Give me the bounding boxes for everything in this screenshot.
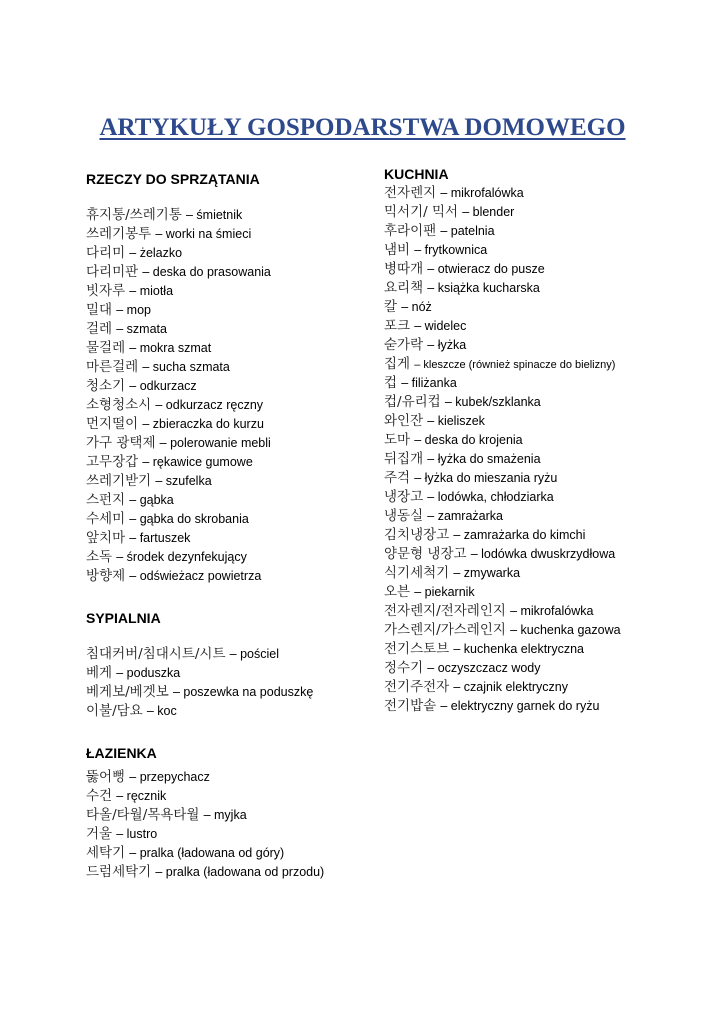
korean-term: 스펀지 [86, 492, 126, 508]
polish-translation: – lodówka dwuskrzydłowa [470, 547, 616, 561]
polish-translation: – mokra szmat [129, 341, 212, 355]
polish-translation: – łyżka do smażenia [427, 452, 541, 466]
korean-term: 병따개 [384, 261, 424, 277]
korean-term: 컵/유리컵 [384, 394, 441, 410]
polish-translation: – czajnik elektryczny [453, 680, 568, 694]
korean-term: 숟가락 [384, 337, 424, 353]
polish-translation: – elektryczny garnek do ryżu [440, 699, 600, 713]
polish-translation: – deska do prasowania [142, 265, 271, 279]
vocab-entry [384, 507, 714, 526]
vocab-entry [86, 548, 396, 567]
vocab-entry [86, 645, 396, 664]
korean-term: 후라이팬 [384, 223, 437, 239]
polish-translation: – kleszcze (również spinacze do bielizny) [414, 359, 616, 371]
korean-term: 거울 [86, 826, 113, 842]
korean-term: 베게보/베겟보 [86, 684, 169, 700]
korean-term: 컵 [384, 375, 398, 391]
vocab-entry [384, 393, 714, 412]
korean-term: 휴지통/쓰레기통 [86, 207, 182, 223]
vocab-entry [86, 434, 396, 453]
cleaning-list [86, 206, 396, 586]
korean-term: 전자렌지/전자레인지 [384, 603, 506, 619]
korean-term: 청소기 [86, 378, 126, 394]
vocab-entry [86, 263, 396, 282]
kitchen-list [384, 184, 714, 716]
korean-term: 믹서기/ 믹서 [384, 204, 459, 220]
vocab-entry [384, 336, 714, 355]
vocab-entry [86, 702, 396, 721]
polish-translation: – rękawice gumowe [142, 455, 253, 469]
korean-term: 식기세척기 [384, 565, 450, 581]
vocab-entry [86, 768, 396, 787]
korean-term: 양문형 냉장고 [384, 546, 467, 562]
vocab-entry [86, 396, 396, 415]
korean-term: 다리미판 [86, 264, 139, 280]
korean-term: 전기밥솥 [384, 698, 437, 714]
vocab-entry [86, 339, 396, 358]
korean-term: 물걸레 [86, 340, 126, 356]
korean-term: 냉장고 [384, 489, 424, 505]
polish-translation: – filiżanka [401, 376, 457, 390]
vocab-entry [86, 806, 396, 825]
vocab-entry [384, 583, 714, 602]
korean-term: 김치냉장고 [384, 527, 450, 543]
vocab-entry [86, 244, 396, 263]
polish-translation: – kuchenka gazowa [510, 623, 621, 637]
section-heading-cleaning: RZECZY DO SPRZĄTANIA [86, 171, 260, 187]
polish-translation: – odświeżacz powietrza [129, 569, 262, 583]
korean-term: 소독 [86, 549, 113, 565]
polish-translation: – kubek/szklanka [444, 395, 541, 409]
polish-translation: – lodówka, chłodziarka [427, 490, 554, 504]
vocab-entry [86, 664, 396, 683]
polish-translation: – patelnia [440, 224, 495, 238]
polish-translation: – deska do krojenia [414, 433, 523, 447]
vocab-entry [86, 453, 396, 472]
polish-translation: – poduszka [116, 666, 181, 680]
polish-translation: – koc [146, 704, 177, 718]
vocab-entry [384, 431, 714, 450]
korean-term: 먼지떨이 [86, 416, 139, 432]
vocab-entry [86, 510, 396, 529]
vocab-entry [86, 863, 396, 882]
vocab-entry [384, 678, 714, 697]
korean-term: 냉동실 [384, 508, 424, 524]
vocab-entry [384, 374, 714, 393]
polish-translation: – łyżka [427, 338, 467, 352]
vocab-entry [86, 787, 396, 806]
polish-translation: – widelec [414, 319, 467, 333]
polish-translation: – blender [462, 205, 515, 219]
korean-term: 뚫어뻥 [86, 769, 126, 785]
korean-term: 오븐 [384, 584, 411, 600]
polish-translation: – zbieraczka do kurzu [142, 417, 264, 431]
korean-term: 마른걸레 [86, 359, 139, 375]
polish-translation: – pralka (ładowana od góry) [129, 846, 285, 860]
polish-translation: – śmietnik [185, 208, 243, 222]
korean-term: 수세미 [86, 511, 126, 527]
vocab-entry [86, 415, 396, 434]
vocab-entry [86, 282, 396, 301]
polish-translation: – środek dezynfekujący [116, 550, 247, 564]
section-heading-bedroom: SYPIALNIA [86, 610, 161, 626]
polish-translation: – piekarnik [414, 585, 475, 599]
korean-term: 전기주전자 [384, 679, 450, 695]
polish-translation: – mikrofalówka [440, 186, 524, 200]
polish-translation: – frytkownica [414, 243, 488, 257]
vocab-entry [384, 298, 714, 317]
vocab-entry [86, 472, 396, 491]
vocab-entry [384, 697, 714, 716]
vocab-entry [86, 206, 396, 225]
polish-translation: – lustro [116, 827, 158, 841]
polish-translation: – myjka [203, 808, 247, 822]
vocab-entry [384, 545, 714, 564]
korean-term: 와인잔 [384, 413, 424, 429]
section-heading-bathroom: ŁAZIENKA [86, 745, 157, 761]
vocab-entry [86, 567, 396, 586]
polish-translation: – odkurzacz ręczny [155, 398, 264, 412]
left-column [86, 170, 396, 882]
polish-translation: – odkurzacz [129, 379, 197, 393]
polish-translation: – zamrażarka do kimchi [453, 528, 586, 542]
bathroom-list [86, 768, 396, 882]
polish-translation: – szufelka [155, 474, 212, 488]
polish-translation: – miotła [129, 284, 174, 298]
vocab-entry [384, 564, 714, 583]
vocab-entry [384, 602, 714, 621]
korean-term: 포크 [384, 318, 411, 334]
vocab-entry [384, 279, 714, 298]
polish-translation: – ręcznik [116, 789, 167, 803]
polish-translation: – poszewka na poduszkę [172, 685, 314, 699]
korean-term: 베게 [86, 665, 113, 681]
korean-term: 침대커버/침대시트/시트 [86, 646, 226, 662]
vocab-entry [384, 203, 714, 222]
polish-translation: – łyżka do mieszania ryżu [414, 471, 558, 485]
korean-term: 소형청소시 [86, 397, 152, 413]
vocab-entry [86, 377, 396, 396]
korean-term: 가구 광택제 [86, 435, 156, 451]
korean-term: 세탁기 [86, 845, 126, 861]
polish-translation: – polerowanie mebli [159, 436, 271, 450]
vocab-entry [384, 412, 714, 431]
vocab-entry [384, 355, 714, 374]
vocab-entry [86, 529, 396, 548]
korean-term: 칼 [384, 299, 398, 315]
vocab-entry [384, 241, 714, 260]
polish-translation: – kieliszek [427, 414, 485, 428]
vocab-entry [384, 659, 714, 678]
vocab-entry [384, 469, 714, 488]
korean-term: 걸레 [86, 321, 113, 337]
vocab-entry [86, 358, 396, 377]
korean-term: 고무장갑 [86, 454, 139, 470]
bedroom-list [86, 645, 396, 721]
vocab-entry [384, 526, 714, 545]
polish-translation: – kuchenka elektryczna [453, 642, 584, 656]
korean-term: 방향제 [86, 568, 126, 584]
vocab-entry [86, 301, 396, 320]
polish-translation: – sucha szmata [142, 360, 230, 374]
korean-term: 냄비 [384, 242, 411, 258]
polish-translation: – szmata [116, 322, 167, 336]
korean-term: 주걱 [384, 470, 411, 486]
korean-term: 정수기 [384, 660, 424, 676]
vocab-entry [384, 488, 714, 507]
vocab-entry [86, 683, 396, 702]
polish-translation: – worki na śmieci [155, 227, 252, 241]
polish-translation: – nóż [401, 300, 432, 314]
vocab-entry [384, 222, 714, 241]
korean-term: 가스렌지/가스레인지 [384, 622, 506, 638]
korean-term: 이불/담요 [86, 703, 143, 719]
korean-term: 전자렌지 [384, 185, 437, 201]
polish-translation: – zmywarka [453, 566, 521, 580]
korean-term: 드럼세탁기 [86, 864, 152, 880]
korean-term: 밀대 [86, 302, 113, 318]
polish-translation: – książka kucharska [427, 281, 540, 295]
korean-term: 전기스토브 [384, 641, 450, 657]
vocab-entry [86, 491, 396, 510]
korean-term: 앞치마 [86, 530, 126, 546]
right-column [384, 165, 714, 716]
polish-translation: – otwieracz do pusze [427, 262, 545, 276]
polish-translation: – pralka (ładowana od przodu) [155, 865, 325, 879]
polish-translation: – fartuszek [129, 531, 191, 545]
korean-term: 요리책 [384, 280, 424, 296]
page-title: ARTYKUŁY GOSPODARSTWA DOMOWEGO [99, 114, 626, 141]
vocab-entry [384, 450, 714, 469]
korean-term: 타올/타월/목욕타월 [86, 807, 200, 823]
vocab-entry [384, 640, 714, 659]
polish-translation: – gąbka [129, 493, 174, 507]
vocab-entry [86, 825, 396, 844]
vocab-entry [384, 317, 714, 336]
vocab-entry [86, 320, 396, 339]
korean-term: 도마 [384, 432, 411, 448]
polish-translation: – mikrofalówka [510, 604, 594, 618]
korean-term: 다리미 [86, 245, 126, 261]
vocab-entry [86, 844, 396, 863]
korean-term: 쓰레기받기 [86, 473, 152, 489]
polish-translation: – gąbka do skrobania [129, 512, 249, 526]
polish-translation: – mop [116, 303, 151, 317]
polish-translation: – żelazko [129, 246, 183, 260]
korean-term: 집게 [384, 356, 411, 372]
section-heading-kitchen: KUCHNIA [384, 166, 449, 182]
korean-term: 뒤집개 [384, 451, 424, 467]
vocab-entry [384, 184, 714, 203]
korean-term: 수건 [86, 788, 113, 804]
korean-term: 쓰레기봉투 [86, 226, 152, 242]
vocab-entry [384, 260, 714, 279]
polish-translation: – pościel [229, 647, 279, 661]
korean-term: 빗자루 [86, 283, 126, 299]
vocab-entry [384, 621, 714, 640]
polish-translation: – przepychacz [129, 770, 210, 784]
polish-translation: – zamrażarka [427, 509, 503, 523]
polish-translation: – oczyszczacz wody [427, 661, 541, 675]
vocab-entry [86, 225, 396, 244]
